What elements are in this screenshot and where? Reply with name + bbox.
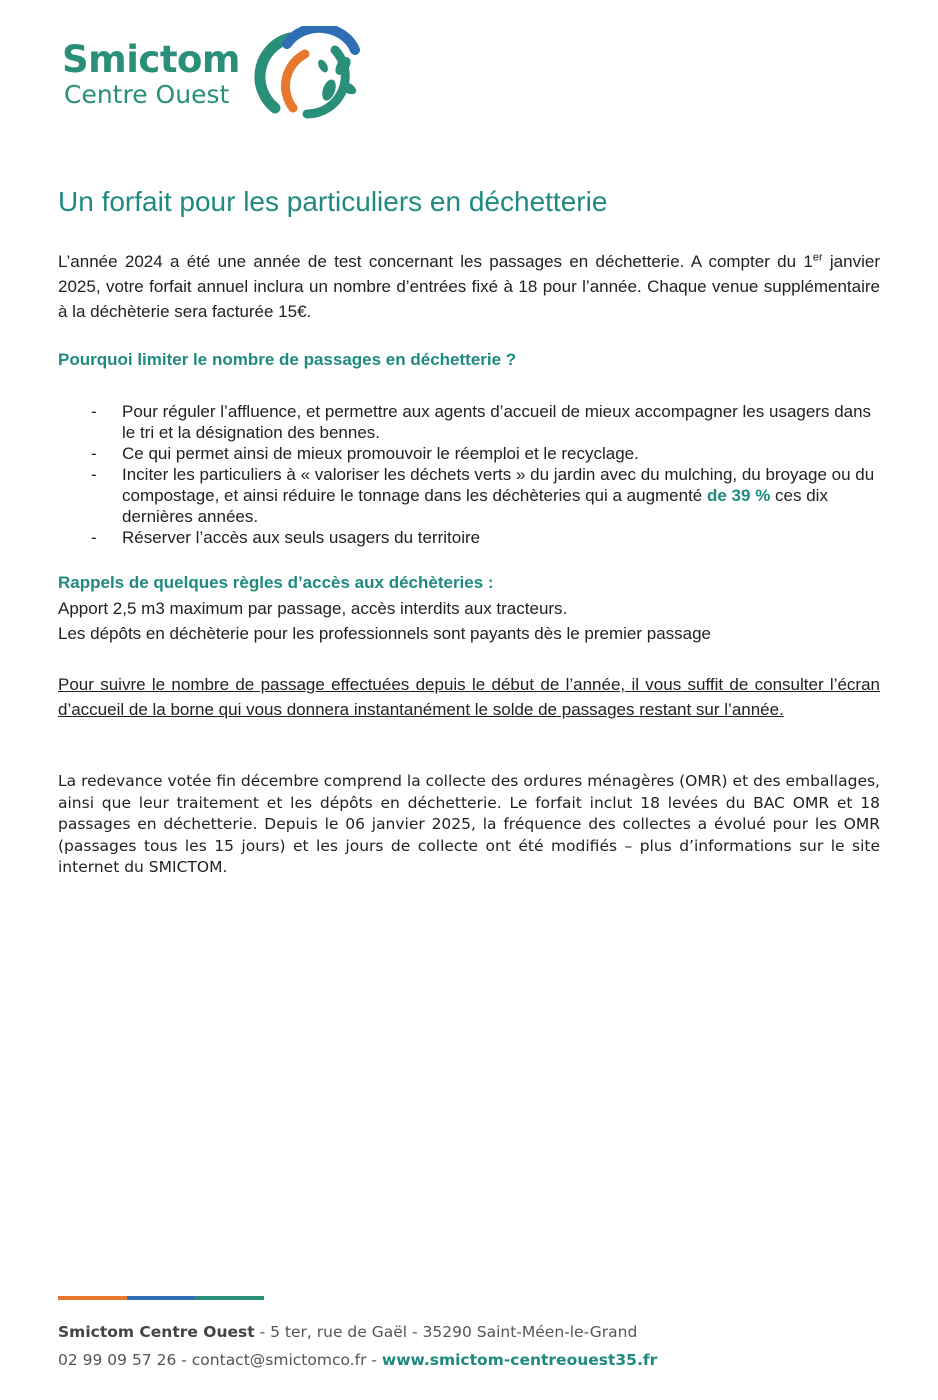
bullet-list — [58, 401, 880, 548]
footer-bar-orange — [58, 1296, 127, 1300]
footer-website-link[interactable]: www.smictom-centreouest35.fr — [381, 1351, 658, 1369]
bullet-item: - Ce qui permet ainsi de mieux promouvoir le réemploi et le recyclage. — [58, 443, 880, 464]
bullet-text: ces dix dernières années. — [122, 486, 828, 526]
footer-address-line — [58, 1323, 880, 1341]
why-heading: Pourquoi limiter le nombre de passages en déchetterie ? — [58, 350, 517, 369]
footer-color-bar — [58, 1296, 264, 1300]
rules-line: Apport 2,5 m3 maximum par passage, accès interdits aux tracteurs. — [58, 599, 568, 618]
page-title: Un forfait pour les particuliers en déchetterie — [58, 186, 608, 217]
footer-phone: 02 99 09 57 26 — [58, 1351, 177, 1369]
bullet-item: - Pour réguler l’affluence, et permettre aux agents d’accueil de mieux accompagner les usagers dans le tri et la désignation des bennes. — [58, 401, 880, 443]
footer-separator: - — [176, 1351, 192, 1369]
intro-text-part2: janvier 2025, votre forfait annuel inclura un nombre d’entrées fixé à 18 pour l’année. Chaque venue supplémentaire à la déchèterie sera facturée 15€. — [58, 252, 880, 321]
bullet-text: Inciter les particuliers à « valoriser les déchets verts » du jardin avec du mulching, du broyage ou du compostage, et ainsi réduire le tonnage dans les déchèteries qui a augmenté — [122, 465, 875, 505]
logo-name: Smictom — [62, 38, 240, 81]
footer-email-link[interactable]: contact@smictomco.fr — [191, 1351, 367, 1369]
leaf-circle-logo-icon — [245, 26, 377, 122]
bullet-item: - Réserver l’accès aux seuls usagers du territoire — [58, 527, 880, 548]
logo-subtitle: Centre Ouest — [64, 80, 230, 109]
intro-text-part1: L’année 2024 a été une année de test concernant les passages en déchetterie. A compter du 1 — [58, 252, 813, 271]
rules-heading: Rappels de quelques règles d’accès aux déchèteries : — [58, 573, 494, 592]
underlined-paragraph: Pour suivre le nombre de passage effectuées depuis le début de l’année, il vous suffit de consulter l’écran d’accueil de la borne qui vous donnera instantanément le solde de passages restant sur l’année. — [58, 675, 880, 719]
redevance-paragraph: La redevance votée fin décembre comprend la collecte des ordures ménagères (OMR) et des emballages, ainsi que leur traitement et les dépôts en déchetterie. Le forfait inclut 18 levées du BAC OMR et 18 passages en déchetterie. Depuis le 06 janvier 2025, la fréquence des collectes a évolué pour les OMR (passages tous les 15 jours) et les jours de collecte ont été modifiés – plus d’informations sur le site internet du SMICTOM. — [58, 772, 880, 876]
footer-address: - 5 ter, rue de Gaël - 35290 Saint-Méen-le-Grand — [254, 1323, 638, 1341]
footer-bar-blue — [127, 1296, 196, 1300]
footer-contact-line — [58, 1351, 880, 1369]
intro-paragraph — [58, 249, 880, 324]
intro-superscript: er — [812, 251, 823, 264]
footer-org: Smictom Centre Ouest — [58, 1323, 255, 1341]
rules-line: Les dépôts en déchèterie pour les professionnels sont payants dès le premier passage — [58, 624, 712, 643]
bullet-highlight: de 39 % — [707, 486, 771, 505]
bullet-item — [58, 464, 880, 527]
footer-separator: - — [366, 1351, 382, 1369]
rules-block — [58, 596, 880, 646]
footer-bar-green — [195, 1296, 264, 1300]
